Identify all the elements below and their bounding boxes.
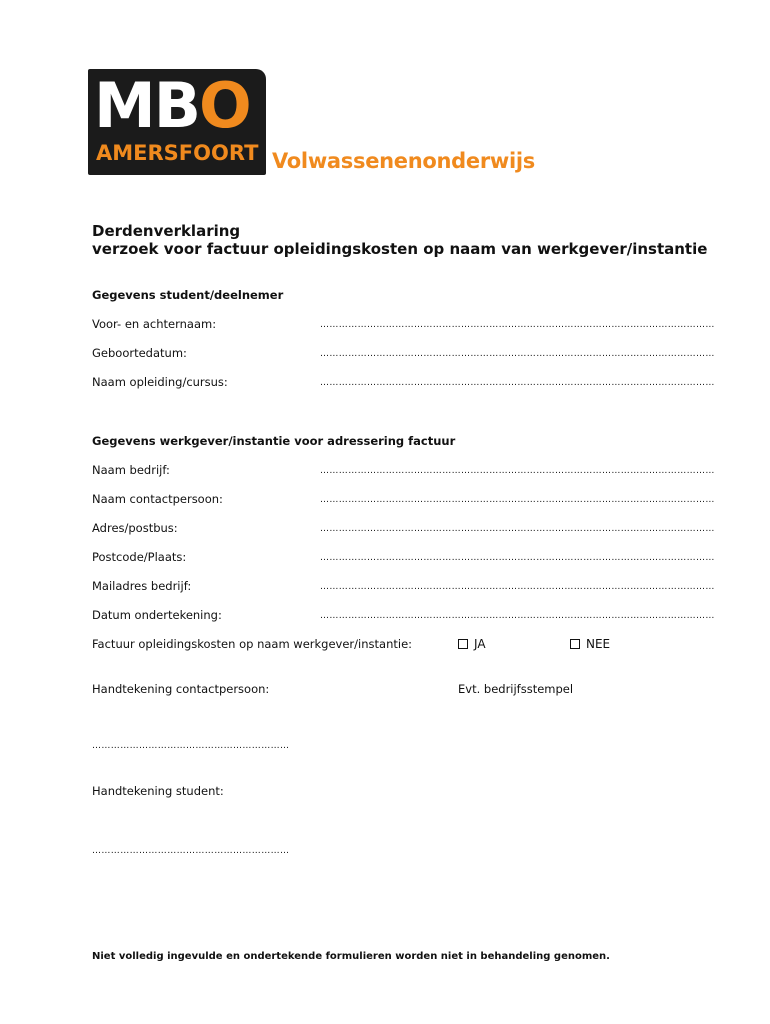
field-input-birthdate[interactable]: ……………………………………………………………………………………………………………… [320,349,715,359]
student-section-heading: Gegevens student/deelnemer [92,288,284,302]
checkbox-nee-label: NEE [586,637,611,651]
checkbox-icon [458,639,468,649]
field-label-company: Naam bedrijf: [92,463,170,477]
field-input-course[interactable]: ……………………………………………………………………………………………………………… [320,378,715,388]
contact-signature-label: Handtekening contactpersoon: [92,682,270,696]
field-label-full-name: Voor- en achternaam: [92,317,217,331]
invoice-question-label: Factuur opleidingskosten op naam werkgever/instantie: [92,637,413,651]
field-input-email[interactable]: ……………………………………………………………………………………………………………… [320,582,715,592]
logo-tagline: Volwassenenonderwijs [272,149,535,173]
employer-section-heading: Gegevens werkgever/instantie voor adressering factuur [92,434,456,448]
field-label-contact: Naam contactpersoon: [92,492,223,506]
field-label-birthdate: Geboortedatum: [92,346,187,360]
logo-sub-text: AMERSFOORT [96,141,259,165]
logo-main-text [94,71,260,141]
company-stamp-label: Evt. bedrijfsstempel [458,682,574,696]
field-label-email: Mailadres bedrijf: [92,579,192,593]
field-input-full-name[interactable]: ……………………………………………………………………………………………………………… [320,320,715,330]
mbo-amersfoort-logo [88,69,266,175]
footer-note: Niet volledig ingevulde en ondertekende formulieren worden niet in behandeling genomen. [92,951,610,962]
field-label-address: Adres/postbus: [92,521,178,535]
student-signature-label: Handtekening student: [92,784,224,798]
field-input-sign-date[interactable]: ……………………………………………………………………………………………………………… [320,611,715,621]
document-title: Derdenverklaring [92,222,241,240]
contact-signature-line[interactable]: ……………………………………………………… [92,741,290,751]
field-input-postcode[interactable]: ……………………………………………………………………………………………………………… [320,553,715,563]
checkbox-ja-label: JA [474,637,486,651]
field-input-company[interactable]: ……………………………………………………………………………………………………………… [320,466,715,476]
logo-mb: MB [94,69,199,142]
field-label-postcode: Postcode/Plaats: [92,550,187,564]
document-subtitle: verzoek voor factuur opleidingskosten op naam van werkgever/instantie [92,240,708,258]
field-input-address[interactable]: ……………………………………………………………………………………………………………… [320,524,715,534]
logo-o: O [198,69,250,142]
field-label-course: Naam opleiding/cursus: [92,375,228,389]
checkbox-ja[interactable] [458,637,486,651]
field-input-contact[interactable]: ……………………………………………………………………………………………………………… [320,495,715,505]
checkbox-nee[interactable] [570,637,610,651]
checkbox-icon [570,639,580,649]
field-label-sign-date: Datum ondertekening: [92,608,222,622]
student-signature-line[interactable]: ……………………………………………………… [92,846,290,856]
